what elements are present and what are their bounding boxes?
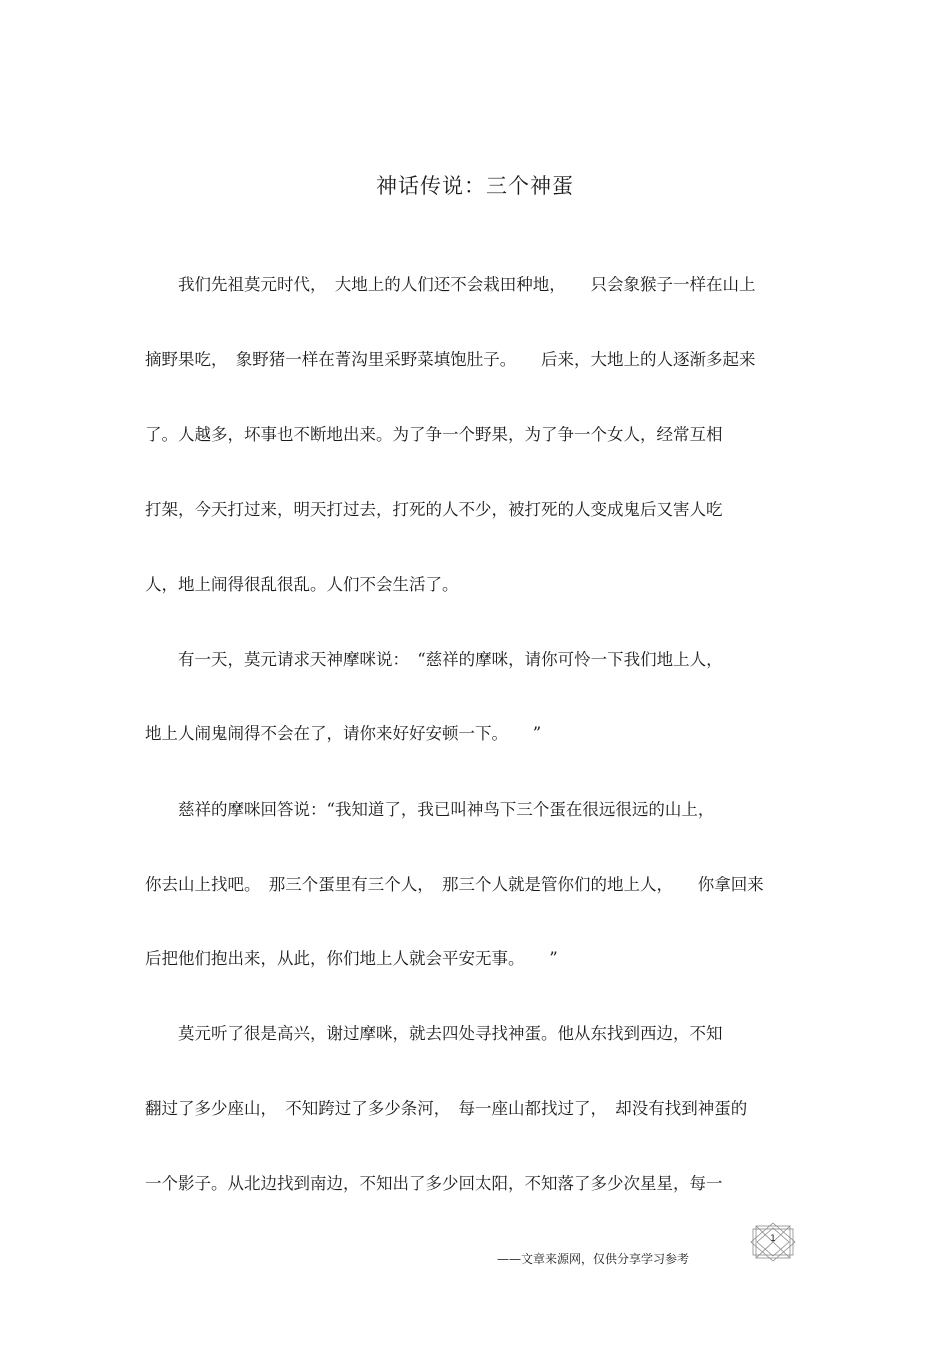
page-badge: [748, 1222, 798, 1262]
text-line: 有一天，莫元请求天神摩咪说： “慈祥的摩咪，请你可怜一下我们地上人，: [145, 650, 723, 669]
text-line: 我们先祖莫元时代， 大地上的人们还不会栽田种地， 只会象猴子一样在山上: [145, 275, 756, 294]
text-line: 你去山上找吧。 那三个蛋里有三个人， 那三个人就是管你们的地上人， 你拿回来: [145, 875, 764, 894]
text-line: 摘野果吃， 象野猪一样在菁沟里采野菜填饱肚子。 后来，大地上的人逐渐多起来: [145, 350, 756, 369]
text-line: 人，地上闹得很乱很乱。人们不会生活了。: [145, 575, 459, 594]
text-line: 了。人越多，坏事也不断地出来。为了争一个野果，为了争一个女人，经常互相: [145, 425, 723, 444]
page-number: 1: [770, 1234, 776, 1244]
text-line: 莫元听了很是高兴，谢过摩咪，就去四处寻找神蛋。他从东找到西边，不知: [145, 1024, 723, 1043]
document-title: 神话传说：三个神蛋: [376, 174, 574, 198]
text-line: 地上人闹鬼闹得不会在了，请你来好好安顿一下。 ”: [145, 724, 542, 743]
text-line: 慈祥的摩咪回答说：“我知道了，我已叫神鸟下三个蛋在很远很远的山上，: [145, 800, 715, 819]
text-line: 翻过了多少座山， 不知跨过了多少条河， 每一座山都找过了， 却没有找到神蛋的: [145, 1099, 748, 1118]
text-line: 打架，今天打过来，明天打过去，打死的人不少，被打死的人变成鬼后又害人吃: [145, 500, 723, 519]
text-line: 后把他们抱出来，从此，你们地上人就会平安无事。 ”: [145, 949, 558, 968]
text-line: 一个影子。从北边找到南边，不知出了多少回太阳，不知落了多少次星星，每一: [145, 1174, 723, 1193]
footer-source-note: ——文章来源网，仅供分享学习参考: [497, 1252, 690, 1266]
